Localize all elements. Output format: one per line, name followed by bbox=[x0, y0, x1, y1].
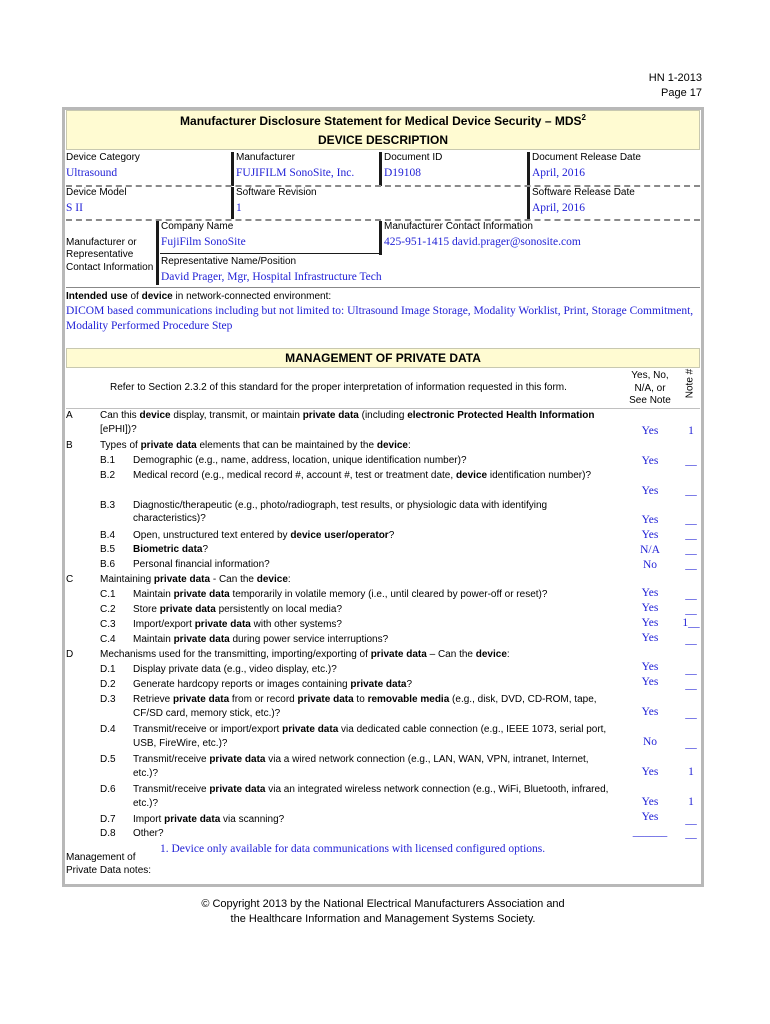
answer-c4[interactable]: Yes bbox=[641, 632, 659, 644]
note-c2[interactable]: __ bbox=[685, 604, 697, 616]
item-id: D.1 bbox=[100, 664, 116, 675]
management-notes-label-line1: Management of bbox=[66, 852, 136, 863]
question-d: Mechanisms used for the transmitting, importing/exporting of private data – Can the device: bbox=[100, 649, 510, 660]
item-id: D.5 bbox=[100, 754, 116, 765]
note-b4[interactable]: __ bbox=[685, 529, 697, 541]
question-c: Maintaining private data - Can the device: bbox=[100, 574, 291, 585]
device-category-value[interactable]: Ultrasound bbox=[66, 167, 118, 179]
note-b2[interactable]: __ bbox=[685, 485, 697, 497]
company-name-label: Company Name bbox=[161, 221, 234, 232]
answer-d5[interactable]: Yes bbox=[641, 766, 659, 778]
divider bbox=[231, 152, 234, 186]
item-id: D.2 bbox=[100, 679, 116, 690]
answer-b3[interactable]: Yes bbox=[641, 514, 659, 526]
question-b6: Personal financial information? bbox=[133, 559, 270, 570]
note-b3[interactable]: __ bbox=[685, 514, 697, 526]
note-c1[interactable]: __ bbox=[685, 589, 697, 601]
item-letter-a: A bbox=[66, 410, 73, 421]
divider bbox=[527, 152, 530, 186]
divider bbox=[379, 221, 382, 255]
private-data-heading: MANAGEMENT OF PRIVATE DATA bbox=[285, 351, 481, 365]
note-d5[interactable]: 1 bbox=[688, 766, 694, 778]
question-d1: Display private data (e.g., video display, etc.)? bbox=[133, 664, 337, 675]
note-a[interactable]: 1 bbox=[688, 425, 694, 437]
refer-text: Refer to Section 2.3.2 of this standard for the proper interpretation of information requested in this form. bbox=[110, 382, 567, 393]
software-release-date-label: Software Release Date bbox=[532, 187, 635, 198]
note-d7[interactable]: __ bbox=[685, 814, 697, 826]
manufacturer-value[interactable]: FUJIFILM SonoSite, Inc. bbox=[236, 167, 355, 179]
header-page: Page 17 bbox=[661, 87, 702, 99]
question-c1: Maintain private data temporarily in volatile memory (i.e., until cleared by power-off or reset)? bbox=[133, 589, 548, 600]
note-b5[interactable]: __ bbox=[685, 544, 697, 556]
copyright-line1: © Copyright 2013 by the National Electrical Manufacturers Association and bbox=[201, 898, 565, 910]
rep-name-label: Representative Name/Position bbox=[161, 256, 297, 267]
note-d6[interactable]: 1 bbox=[688, 796, 694, 808]
question-d8: Other? bbox=[133, 828, 164, 839]
answer-d4[interactable]: No bbox=[642, 736, 658, 748]
divider bbox=[379, 152, 382, 186]
note-d3[interactable]: __ bbox=[685, 708, 697, 720]
contact-separator bbox=[160, 253, 380, 254]
note-b6[interactable]: __ bbox=[685, 559, 697, 571]
note-d8[interactable]: __ bbox=[685, 828, 697, 840]
question-d5-line2: etc.)? bbox=[133, 768, 159, 779]
form-title: Manufacturer Disclosure Statement for Medical Device Security – MDS$^2$ bbox=[180, 113, 586, 128]
question-d6-line2: etc.)? bbox=[133, 798, 159, 809]
copyright-line2: the Healthcare Information and Management Systems Society. bbox=[230, 913, 536, 925]
item-id: D.6 bbox=[100, 784, 116, 795]
question-b4: Open, unstructured text entered by device user/operator? bbox=[133, 530, 395, 541]
document-id-value[interactable]: D19108 bbox=[384, 167, 422, 179]
answer-d8[interactable]: ______ bbox=[632, 826, 668, 838]
header-separator bbox=[66, 408, 700, 409]
question-b: Types of private data elements that can be maintained by the device: bbox=[100, 440, 411, 451]
device-model-label: Device Model bbox=[66, 187, 127, 198]
rep-name-value[interactable]: David Prager, Mgr, Hospital Infrastructure Tech bbox=[161, 271, 382, 283]
item-id: D.3 bbox=[100, 694, 116, 705]
section-separator bbox=[66, 287, 700, 288]
note-column-header: Note # bbox=[684, 368, 696, 399]
answer-c1[interactable]: Yes bbox=[641, 587, 659, 599]
intended-use-value-line2[interactable]: Modality Performed Procedure Step bbox=[66, 320, 233, 332]
item-id: D.8 bbox=[100, 828, 116, 839]
question-d4-line1: Transmit/receive or import/export private data via dedicated cable connection (e.g., IEEE 1073, serial port, bbox=[133, 724, 607, 735]
question-b3-line1: Diagnostic/therapeutic (e.g., photo/radiograph, test results, or physiologic data with identifying bbox=[133, 500, 548, 511]
question-b2: Medical record (e.g., medical record #, account #, test or treatment date, device identification number)? bbox=[133, 470, 592, 481]
divider bbox=[156, 221, 159, 285]
item-letter-d: D bbox=[66, 649, 74, 660]
answer-b1[interactable]: Yes bbox=[641, 455, 659, 467]
company-name-value[interactable]: FujiFilm SonoSite bbox=[161, 236, 246, 248]
question-d2: Generate hardcopy reports or images containing private data? bbox=[133, 679, 413, 690]
intended-use-value-line1[interactable]: DICOM based communications including but not limited to: Ultrasound Image Storage, Modality Worklist, Print, Storage Commitment, bbox=[66, 305, 694, 317]
question-d4-line2: USB, FireWire, etc.)? bbox=[133, 738, 228, 749]
contact-info-value[interactable]: 425-951-1415 david.prager@sonosite.com bbox=[384, 236, 581, 248]
device-description-heading: DEVICE DESCRIPTION bbox=[317, 133, 449, 147]
item-id: B.5 bbox=[100, 544, 116, 555]
item-id: B.3 bbox=[100, 500, 116, 511]
answer-c3[interactable]: Yes bbox=[641, 617, 659, 629]
manufacturer-label: Manufacturer bbox=[236, 152, 295, 163]
question-b5: Biometric data? bbox=[133, 544, 209, 555]
answer-c2[interactable]: Yes bbox=[641, 602, 659, 614]
question-c2: Store private data persistently on local media? bbox=[133, 604, 343, 615]
note-d4[interactable]: __ bbox=[685, 738, 697, 750]
divider bbox=[527, 187, 530, 219]
management-notes-value[interactable]: 1. Device only available for data communications with licensed configured options. bbox=[160, 843, 546, 855]
question-d3-line1: Retrieve private data from or record private data to removable media (e.g., disk, DVD, CD-ROM, tape, bbox=[133, 694, 597, 705]
software-release-date-value[interactable]: April, 2016 bbox=[532, 202, 586, 214]
rep-label-line1: Manufacturer or bbox=[66, 237, 137, 248]
item-id: D.7 bbox=[100, 814, 116, 825]
answer-a[interactable]: Yes bbox=[641, 425, 659, 437]
note-b1[interactable]: __ bbox=[685, 455, 697, 467]
device-model-value[interactable]: S II bbox=[66, 202, 83, 214]
rep-label-line2: Representative bbox=[66, 249, 134, 260]
answer-b6[interactable]: No bbox=[642, 559, 658, 571]
device-category-label: Device Category bbox=[66, 152, 140, 163]
answer-d3[interactable]: Yes bbox=[641, 706, 659, 718]
answer-column-header: Yes, No, N/A, or See Note bbox=[629, 370, 671, 406]
question-c4: Maintain private data during power service interruptions? bbox=[133, 634, 389, 645]
item-id: C.3 bbox=[100, 619, 116, 630]
answer-d7[interactable]: Yes bbox=[641, 811, 659, 823]
item-id: B.1 bbox=[100, 455, 116, 466]
answer-d2[interactable]: Yes bbox=[641, 676, 659, 688]
note-d1[interactable]: __ bbox=[685, 664, 697, 676]
question-b3-line2: characteristics)? bbox=[133, 513, 206, 524]
question-a-line2: [ePHI])? bbox=[100, 424, 137, 435]
item-id: C.1 bbox=[100, 589, 116, 600]
question-c3: Import/export private data with other systems? bbox=[133, 619, 342, 630]
item-id: B.6 bbox=[100, 559, 116, 570]
question-d7: Import private data via scanning? bbox=[133, 814, 285, 825]
divider bbox=[231, 187, 234, 219]
document-id-label: Document ID bbox=[384, 152, 443, 163]
note-c4[interactable]: __ bbox=[685, 634, 697, 646]
item-id: C.4 bbox=[100, 634, 116, 645]
item-letter-c: C bbox=[66, 574, 74, 585]
item-id: B.2 bbox=[100, 470, 116, 481]
management-notes-label-line2: Private Data notes: bbox=[66, 865, 152, 876]
question-a-line1: Can this device display, transmit, or maintain private data (including electronic Protected Health Information bbox=[100, 410, 595, 421]
software-revision-value[interactable]: 1 bbox=[236, 202, 242, 214]
question-d5-line1: Transmit/receive private data via a wired network connection (e.g., LAN, WAN, VPN, intranet, Internet, bbox=[133, 754, 589, 765]
item-id: D.4 bbox=[100, 724, 116, 735]
item-letter-b: B bbox=[66, 440, 73, 451]
answer-b5[interactable]: N/A bbox=[640, 544, 660, 556]
contact-info-label: Manufacturer Contact Information bbox=[384, 221, 533, 232]
rep-label-line3: Contact Information bbox=[66, 262, 154, 273]
answer-b2[interactable]: Yes bbox=[641, 485, 659, 497]
question-d6-line1: Transmit/receive private data via an integrated wireless network connection (e.g., WiFi, Bluetooth, infrared, bbox=[133, 784, 609, 795]
document-release-date-value[interactable]: April, 2016 bbox=[532, 167, 586, 179]
software-revision-label: Software Revision bbox=[236, 187, 317, 198]
note-d2[interactable]: __ bbox=[685, 679, 697, 691]
answer-d1[interactable]: Yes bbox=[641, 661, 659, 673]
item-id: B.4 bbox=[100, 530, 116, 541]
intended-use-label: Intended use of device in network-connected environment: bbox=[66, 291, 332, 302]
note-c3[interactable]: 1__ bbox=[682, 617, 700, 629]
document-release-date-label: Document Release Date bbox=[532, 152, 641, 163]
answer-d6[interactable]: Yes bbox=[641, 796, 659, 808]
answer-b4[interactable]: Yes bbox=[641, 529, 659, 541]
question-d3-line2: CF/SD card, memory stick, etc.)? bbox=[133, 708, 281, 719]
header-code: HN 1-2013 bbox=[648, 72, 702, 84]
item-id: C.2 bbox=[100, 604, 116, 615]
question-b1: Demographic (e.g., name, address, location, unique identification number)? bbox=[133, 455, 467, 466]
